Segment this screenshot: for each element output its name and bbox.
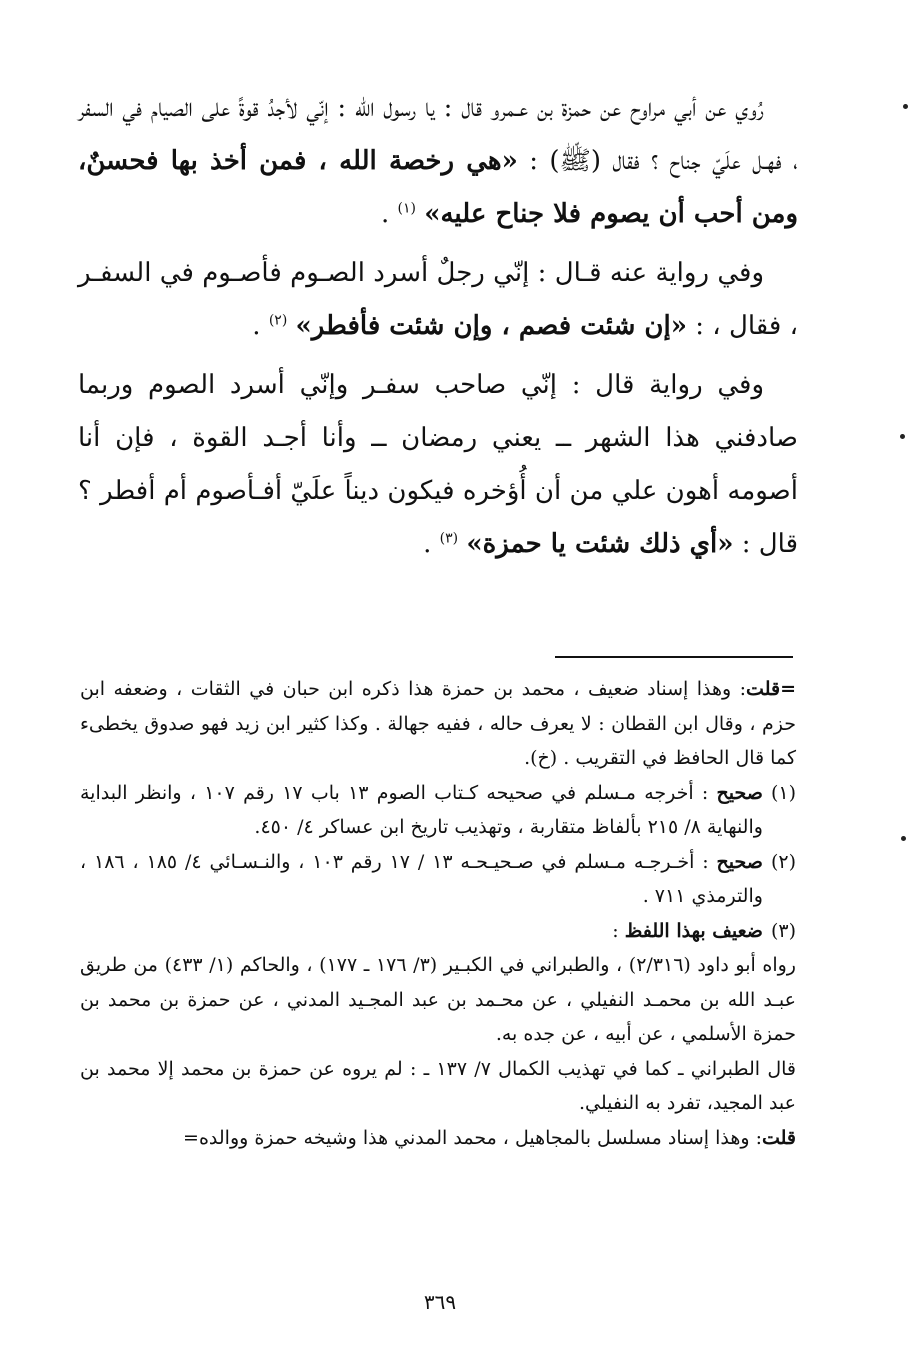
paragraph-2-hadith: «إن شئت فصم ، وإن شئت فأفطر» xyxy=(295,311,687,341)
footnote-ref-2: (٢) xyxy=(268,312,288,329)
footnote-3-label: ضعيف بهذا اللفظ xyxy=(624,919,763,942)
footnote-carryover-text: : وهذا إسناد ضعيف ، محمد بن حمزة هذا ذكره ابن حبان في الثقات ، وضعفه ابن حزم ، وقال ابن القطان : لا يعرف حاله ، ففيه جهالة . وكذا كثير ابن زيد فهو صدوق يخطىء كما قال الحافظ في التقريب . (خ). xyxy=(80,678,796,769)
footnote-3-line-1: رواه أبو داود (٢/٣١٦) ، والطبراني في الكبـير (٣/ ١٧٦ ـ ١٧٧) ، والحاكم (١/ ٤٣٣) من طريق عبـد الله بن محمـد النفيلي ، عن محـمد بن عبد المجـيد المدني ، عن حمزة بن محمد بن حمزة الأسلمي ، عن أبيه ، عن جده به. xyxy=(80,954,796,1045)
footnote-3-number: (٣) xyxy=(770,919,796,942)
footnote-1 xyxy=(80,776,796,845)
footnote-1-body xyxy=(80,776,763,845)
main-text xyxy=(78,82,798,571)
footnote-2-content: : أخـرجـه مـسلم في صـحيـحـه ١٣ / ١٧ رقم ١٠٣ ، والنـسـائي ٤/ ١٨٥ ، ١٨٦ ، والترمذي ٧١١ . xyxy=(80,850,763,907)
paragraph-3-hadith: «أي ذلك شئت يا حمزة» xyxy=(466,529,734,559)
margin-mark-middle xyxy=(900,434,905,439)
footnote-3-line-2: قال الطبراني ـ كما في تهذيب الكمال ٧/ ١٣٧ ـ : لم يروه عن حمزة بن محمد إلا محمد بن عبد المجيد، تفرد به النفيلي. xyxy=(80,1057,796,1114)
footnote-1-label: صحيح xyxy=(716,781,763,804)
paragraph-1-intro: رُوي عن أبي مراوح عن حمزة بن عـمرو قال : يا رسول الله : إنّي لأجدُ قوةً على الصيام في السفر ، فهـل علَيّ جناح ؟ فقال (ﷺ) : xyxy=(78,93,798,176)
footnote-2-label: صحيح xyxy=(716,850,763,873)
footnote-ref-1: (١) xyxy=(397,200,416,217)
footnote-3-colon: : xyxy=(612,919,625,942)
footnote-carryover xyxy=(80,672,796,776)
footnote-separator xyxy=(555,656,793,658)
footnote-1-content: : أخرجه مـسلم في صحيحه كـتاب الصوم ١٣ باب ١٧ رقم ١٠٧ ، وانظر البداية والنهاية ٨/ ٢١٥ بألفاظ متقاربة ، وتهذيب تاريخ ابن عساكر ٤/ ٤٥٠. xyxy=(80,781,763,838)
footnote-2 xyxy=(80,845,796,914)
footnote-3-final-text: : وهذا إسناد مسلسل بالمجاهيل ، محمد المدني هذا وشيخه حمزة ووالده= xyxy=(183,1126,762,1149)
footnote-3 xyxy=(80,914,796,949)
footnote-3-body xyxy=(80,914,763,949)
page-number: ٣٦٩ xyxy=(423,1290,457,1314)
paragraph-3-end: . xyxy=(423,529,440,559)
footnote-3-heading xyxy=(80,914,763,949)
footnote-3-final-label: قلت xyxy=(761,1126,796,1149)
footnote-2-text xyxy=(80,845,763,914)
paragraph-3 xyxy=(78,359,798,571)
paragraph-2-end: . xyxy=(252,311,269,341)
margin-mark-top xyxy=(903,104,908,109)
footnote-3-final xyxy=(80,1121,796,1156)
paragraph-2 xyxy=(78,247,798,353)
footnotes xyxy=(80,672,796,1155)
footnote-2-body xyxy=(80,845,763,914)
paragraph-1-hadith: «هي رخصة الله ، فمن أخذ بها فحسنٌ، ومن أحب أن يصوم فلا جناح عليه» xyxy=(78,146,798,229)
paragraph-1-end: . xyxy=(380,199,398,229)
footnote-1-text xyxy=(80,776,763,845)
footnote-2-number: (٢) xyxy=(770,850,796,873)
paragraph-2-intro: وفي رواية عنه قـال : إنّي رجلٌ أسرد الصـوم فأصـوم في السفـر ، فقال ، : xyxy=(78,258,798,341)
paragraph-3-intro: وفي رواية قال : إنّي صاحب سفـر وإنّي أسرد الصوم وربما صادفني هذا الشهر ــ يعني رمضان ــ وأنا أجـد القوة ، فإن أنا أصومه أهون علي من أن أُؤخره فيكون ديناً علَيّ أفـأصوم أم أفطر ؟ قال : xyxy=(78,370,798,559)
footnote-carryover-label: =قلت xyxy=(746,678,796,700)
footnote-1-number: (١) xyxy=(770,781,796,804)
paragraph-1 xyxy=(78,82,798,241)
footnote-3-continued xyxy=(80,948,796,1155)
margin-mark-lower xyxy=(901,836,906,841)
footnote-ref-3: (٣) xyxy=(439,530,459,547)
